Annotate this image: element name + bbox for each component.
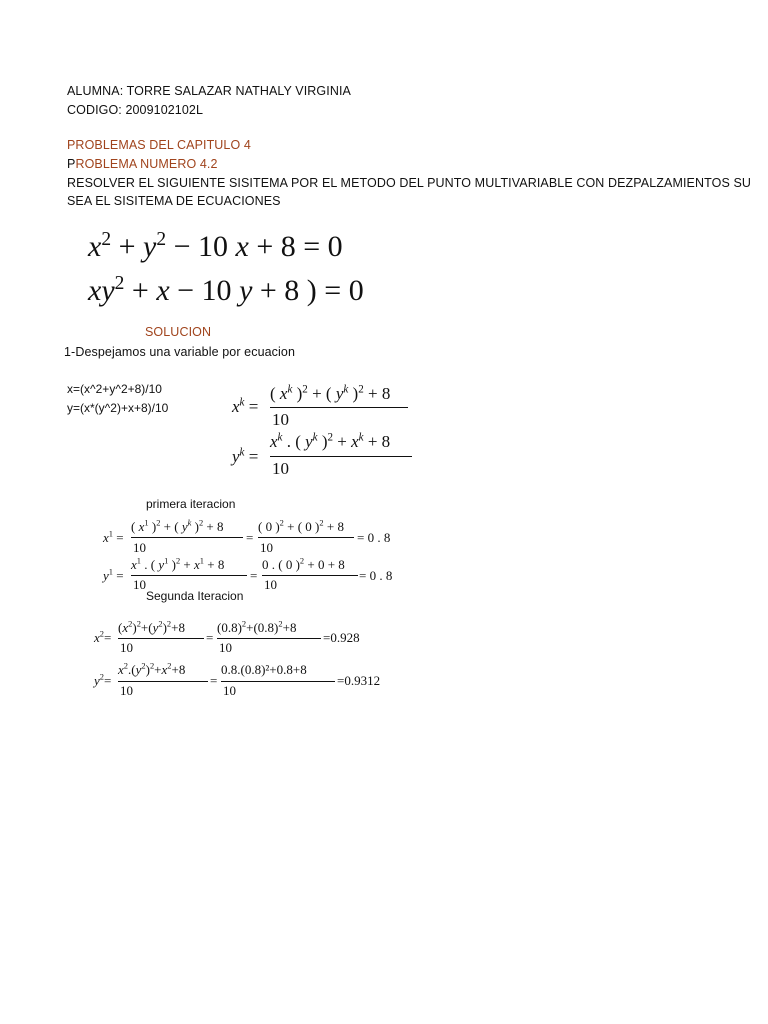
- iter2-y-den2: 10: [223, 683, 236, 698]
- iter2-y-bar2: [221, 681, 335, 682]
- iter1-x-den2: 10: [260, 540, 273, 555]
- iter2-x-eq: =: [206, 630, 214, 645]
- iter1-y-den2: 10: [264, 577, 277, 592]
- iter1-y-num2: 0 . ( 0 )$^2$ + 0 + 8: [262, 555, 345, 572]
- iter2-x-num1: $(x^2)^2+(y^2)^2+8$: [118, 618, 185, 635]
- iter1-y-num1: $x^1$ . ( $y^1$ )$^2 + x^1 + 8$: [131, 555, 225, 572]
- iter1-y-bar1: [131, 575, 247, 576]
- iter1-y-lhs: $y^1$ =: [103, 566, 124, 583]
- statement-line-2: SEA EL SISITEMA DE ECUACIONES: [67, 194, 281, 208]
- iter1-x-eq: =: [246, 530, 254, 545]
- iter1-x-den1: 10: [133, 540, 146, 555]
- iter2-x-num2: $(0.8)^2+(0.8)^2+8$: [217, 618, 297, 635]
- iter1-x-bar2: [258, 537, 354, 538]
- iter2-x-bar1: [118, 638, 204, 639]
- equation-1: $x^2 + y^2 - 10$ x + 8 = 0: [88, 229, 343, 263]
- plain-formula-y: y=(x*(y^2)+x+8)/10: [67, 401, 169, 415]
- iter2-y-bar1: [118, 681, 208, 682]
- iter1-y-bar2: [262, 575, 358, 576]
- iter2-x-den1: 10: [120, 640, 133, 655]
- iter1-y-den1: 10: [133, 577, 146, 592]
- iter1-x-result: = 0 . 8: [357, 530, 391, 545]
- iter2-x-lhs: $x^2=$: [94, 628, 112, 645]
- iter2-y-num1: $x^2.(y^2)^2+x^2+8$: [118, 660, 186, 677]
- iter2-y-num2: 0.8.(0.8)²+0.8+8: [221, 662, 307, 677]
- formula-x-denominator: 10: [272, 410, 289, 429]
- student-name: ALUMNA: TORRE SALAZAR NATHALY VIRGINIA: [67, 84, 351, 98]
- iter2-y-eq: =: [210, 673, 218, 688]
- formula-y-numerator: $x^k$ . ( $y^k$ )$^2 + x^k + 8$: [270, 431, 391, 451]
- iter1-x-bar1: [131, 537, 243, 538]
- formula-x-lhs: $x^k$ =: [232, 396, 259, 416]
- equation-2: $xy^2 + x - 10$ y + 8 ) = 0: [88, 273, 364, 307]
- formula-y-lhs: $y^k$ =: [232, 446, 259, 466]
- plain-formula-x: x=(x^2+y^2+8)/10: [67, 382, 162, 396]
- problem-number: [67, 157, 218, 171]
- statement-line-1: RESOLVER EL SIGUIENTE SISITEMA POR EL METODO DEL PUNTO MULTIVARIABLE CON DEZPALZAMIENTOS SU: [67, 176, 752, 190]
- formula-x-bar: [270, 407, 408, 408]
- iteration-2-title: Segunda Iteracion: [146, 589, 244, 603]
- chapter-title: PROBLEMAS DEL CAPITULO 4: [67, 138, 251, 152]
- student-code: CODIGO: 2009102102L: [67, 103, 204, 117]
- problem-number-first: P: [67, 157, 76, 171]
- iter2-x-bar2: [217, 638, 321, 639]
- problem-number-rest: ROBLEMA NUMERO 4.2: [75, 157, 218, 171]
- iter2-y-lhs: $y^2=$: [94, 671, 112, 688]
- iter2-y-den1: 10: [120, 683, 133, 698]
- solution-title: SOLUCION: [145, 325, 212, 339]
- iter1-x-num1: ( $x^1$ )$^2$ + ( $y^k$ )$^2$ + 8: [131, 517, 224, 534]
- iter1-y-result: = 0 . 8: [359, 568, 393, 583]
- solution-step-1: 1-Despejamos una variable por ecuacion: [64, 345, 296, 359]
- iter2-x-result: =0.928: [323, 630, 360, 645]
- iter2-y-result: =0.9312: [337, 673, 381, 688]
- iter1-y-eq: =: [250, 568, 258, 583]
- iter2-x-den2: 10: [219, 640, 232, 655]
- formula-y-denominator: 10: [272, 459, 289, 478]
- iter1-x-lhs: $x^1$ =: [103, 528, 124, 545]
- iteration-1-title: primera iteracion: [146, 497, 236, 511]
- formula-x-numerator: ( $x^k$ )$^2$ + ( $y^k$ )$^2$ + 8: [270, 383, 391, 403]
- formula-y-bar: [270, 456, 412, 457]
- iter1-x-num2: ( 0 )$^2$ + ( 0 )$^2$ + 8: [258, 517, 344, 534]
